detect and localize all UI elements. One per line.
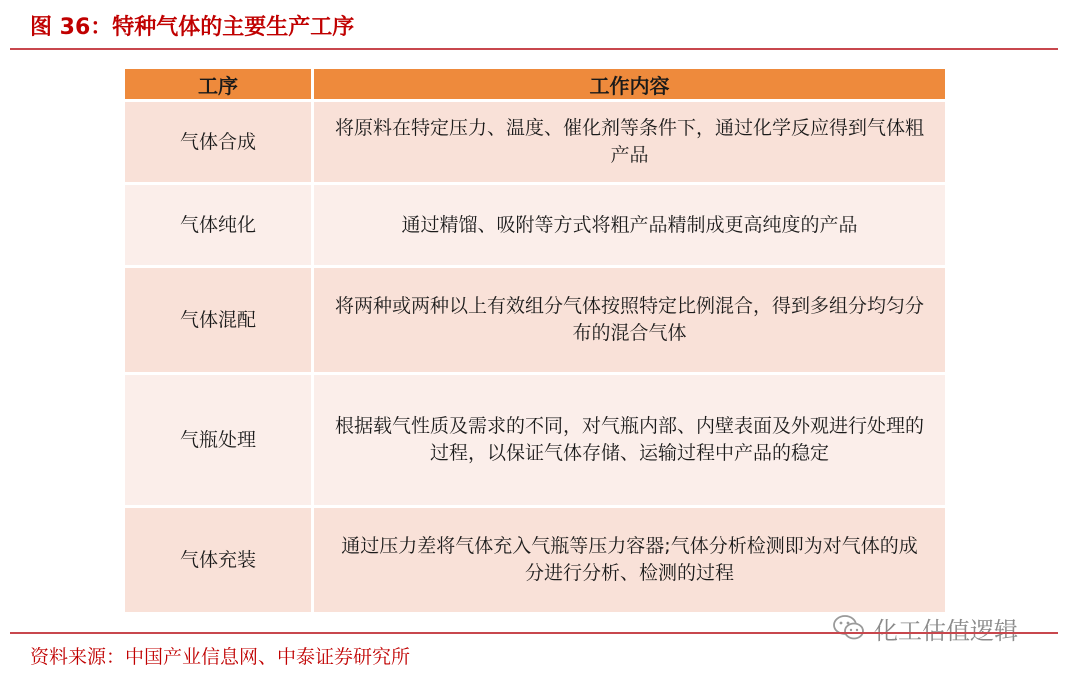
step-cell: 气体充装	[125, 508, 311, 612]
content-cell: 将原料在特定压力、温度、催化剂等条件下，通过化学反应得到气体粗产品	[314, 102, 945, 182]
table-header-row	[125, 69, 945, 99]
step-cell: 气体混配	[125, 268, 311, 372]
wechat-icon	[832, 614, 866, 642]
top-divider	[10, 48, 1058, 50]
header-step: 工序	[125, 69, 311, 99]
watermark-text: 化工估值逻辑	[874, 616, 1018, 645]
content-cell: 将两种或两种以上有效组分气体按照特定比例混合，得到多组分均匀分布的混合气体	[314, 268, 945, 372]
source-note: 资料来源：中国产业信息网、中泰证券研究所	[30, 646, 411, 668]
content-cell: 通过精馏、吸附等方式将粗产品精制成更高纯度的产品	[314, 185, 945, 265]
step-cell: 气体合成	[125, 102, 311, 182]
process-table	[122, 66, 948, 615]
step-cell: 气体纯化	[125, 185, 311, 265]
content-cell: 根据载气性质及需求的不同，对气瓶内部、内壁表面及外观进行处理的过程，以保证气体存储、运输过程中产品的稳定	[314, 375, 945, 505]
bottom-divider	[10, 632, 1058, 634]
watermark	[832, 610, 1018, 646]
table-row	[125, 508, 945, 612]
step-cell: 气瓶处理	[125, 375, 311, 505]
figure-title: 图 36：特种气体的主要生产工序	[30, 15, 355, 40]
header-content: 工作内容	[314, 69, 945, 99]
table-row	[125, 375, 945, 505]
content-cell: 通过压力差将气体充入气瓶等压力容器;气体分析检测即为对气体的成分进行分析、检测的过程	[314, 508, 945, 612]
table-row	[125, 102, 945, 182]
table-row	[125, 268, 945, 372]
table-row	[125, 185, 945, 265]
